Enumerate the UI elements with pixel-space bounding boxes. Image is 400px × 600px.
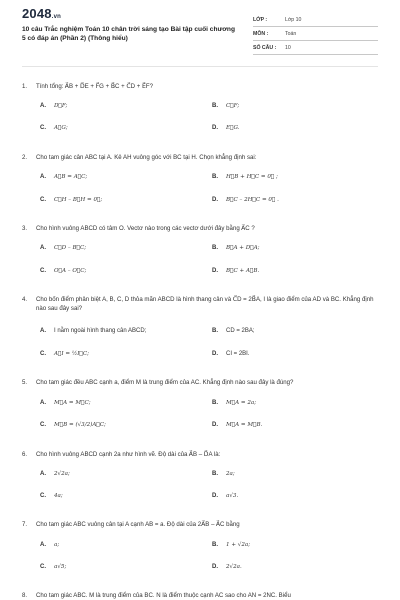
meta-count-value: 10 [285,45,291,51]
meta-subject-key: MÔN : [253,31,269,37]
option-text: B⃗C – 2H⃗C = 0⃗ . [226,197,279,203]
option-text: M⃗A = M⃗C; [54,400,91,406]
option-text: A⃗B = A⃗C; [54,174,88,180]
question-stem: Cho hình vuông ABCD cạnh 2a như hình vẽ. Độ dài của A⃗B – D⃗A là: [36,451,221,458]
question-number: 4. [22,296,28,303]
meta-class-value: Lớp 10 [285,17,302,23]
option-label: A. [40,471,46,477]
option-label: B. [212,103,218,109]
option-text: CI = 2BI. [226,351,250,357]
meta-class-key: LỚP : [253,17,268,23]
option-label: D. [212,125,218,131]
option-label: D. [212,422,218,428]
option-label: B. [212,245,218,251]
option-text: B⃗A + D⃗A; [226,245,260,251]
question-number: 5. [22,379,28,386]
option-label: C. [40,493,46,499]
option-text: 4a; [54,493,63,499]
option-label: A. [40,328,46,334]
option-label: A. [40,174,46,180]
question-number: 8. [22,592,28,599]
question-stem: Tính tổng: A⃗B + D⃗E + F⃗G + B⃗C + C⃗D + E⃗F? [36,83,153,90]
site-logo[interactable] [22,6,61,21]
option-label: C. [40,422,46,428]
option-text: 2√2a. [226,564,242,570]
option-label: B. [212,542,218,548]
option-label: D. [212,493,218,499]
meta-class-row [253,15,378,27]
option-label: B. [212,328,218,334]
question-number: 2. [22,154,28,161]
option-text: O⃗A – O⃗C; [54,268,87,274]
option-text: M⃗A = 2a; [226,400,257,406]
question-stem: Cho tam giác cân ABC tại A. Kẻ AH vuông góc với BC tại H. Chọn khẳng định sai: [36,154,257,161]
option-label: D. [212,564,218,570]
option-text: B⃗C + A⃗B. [226,268,260,274]
meta-subject-value: Toán [285,31,297,37]
meta-count-row [253,43,378,55]
page-title: 10 câu Trắc nghiệm Toán 10 chân trời sáng tạo Bài tập cuối chương 5 có đáp án (Phần 2) (Thông hiểu) [22,26,235,42]
question-number: 6. [22,451,28,458]
option-text: C⃗D – B⃗C; [54,245,87,251]
meta-subject-row [253,29,378,41]
option-text: 1 + √2a; [226,542,251,548]
option-text: M⃗A = M⃗B. [226,422,263,428]
option-text: 2a; [226,471,235,477]
option-text: I nằm ngoài hình thang cân ABCD; [54,328,147,334]
question-stem: Cho hình vuông ABCD có tâm O. Vectơ nào trong các vectơ dưới đây bằng A⃗C ? [36,225,255,232]
question-number: 7. [22,521,28,528]
option-label: C. [40,268,46,274]
option-label: D. [212,351,218,357]
option-label: A. [40,400,46,406]
question-stem: Cho bốn điểm phân biệt A, B, C, D thỏa mãn ABCD là hình thang cân và C⃗D = 2B⃗A, I là giao điểm của AD và BC. Khẳng định nào sau đây sai? [36,296,374,312]
option-text: 2√2a; [54,471,70,477]
logo-main: 2048 [22,6,52,21]
question-stem: Cho tam giác ABC. M là trung điểm của BC. N là điểm thuộc cạnh AC sao cho AN = 2NC. Biểu [36,592,291,599]
page-header [0,0,400,62]
option-text: D⃗F; [54,103,68,109]
question-number: 1. [22,83,28,90]
option-label: D. [212,197,218,203]
question-stem: Cho tam giác đều ABC cạnh a, điểm M là trung điểm của AC. Khẳng định nào sau đây là đúng? [36,379,294,386]
option-text: a; [54,542,60,548]
option-text: E⃗G. [226,125,240,131]
option-label: B. [212,400,218,406]
option-text: A⃗I = ½I⃗C; [54,351,90,357]
option-text: A⃗G; [54,125,68,131]
option-label: C. [40,197,46,203]
option-label: B. [212,471,218,477]
option-text: C⃗F; [226,103,240,109]
question-number: 3. [22,225,28,232]
meta-count-key: SỐ CÂU : [253,45,277,51]
option-text: a√3. [226,493,239,499]
option-label: C. [40,564,46,570]
option-label: D. [212,268,218,274]
option-text: C⃗H – B⃗H = 0⃗; [54,197,103,203]
option-label: A. [40,245,46,251]
option-text: CD = 2BA; [226,328,255,334]
question-stem: Cho tam giác ABC vuông cân tại A cạnh AB = a. Độ dài của 2A⃗B – A⃗C bằng [36,521,240,528]
option-text: H⃗B + H⃗C = 0⃗ ; [226,174,278,180]
option-text: a√5; [54,564,67,570]
option-label: B. [212,174,218,180]
option-label: C. [40,125,46,131]
option-text: M⃗B = (√3/2)A⃗C; [54,422,106,428]
logo-suffix: .vn [51,14,62,20]
header-divider [22,66,378,67]
option-label: C. [40,351,46,357]
option-label: A. [40,103,46,109]
option-label: A. [40,542,46,548]
